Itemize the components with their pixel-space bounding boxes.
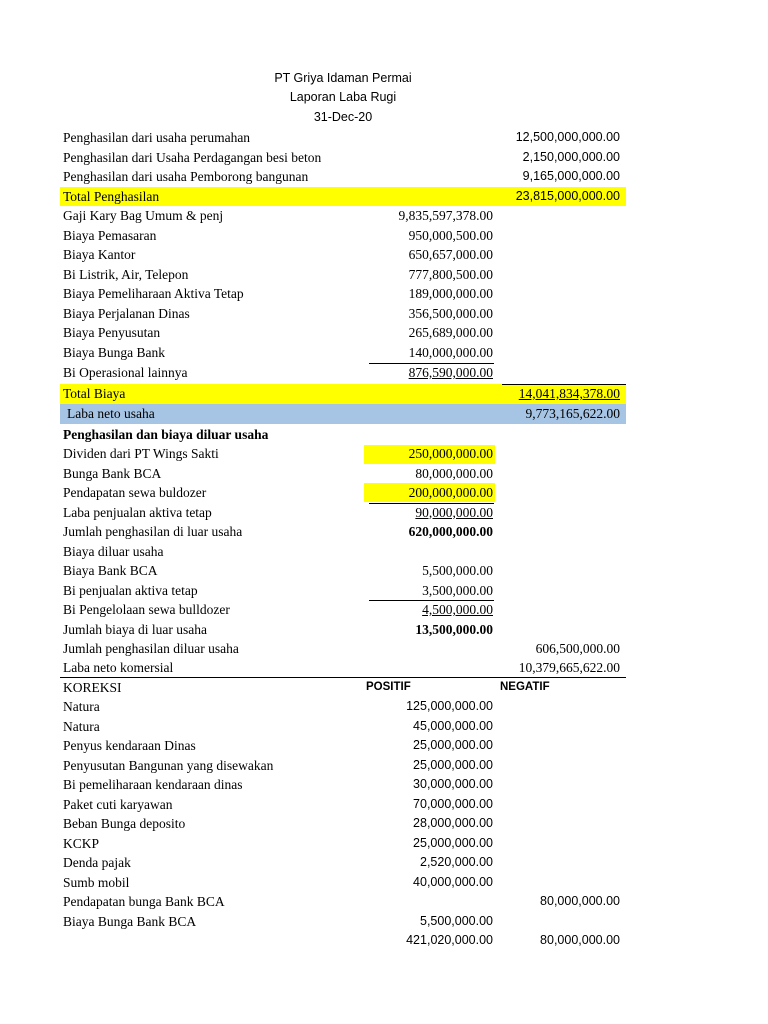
total-positive: 421,020,000.00 — [406, 933, 493, 947]
row-label: Biaya Bunga Bank BCA — [63, 913, 197, 929]
row-label: Gaji Kary Bag Umum & penj — [63, 208, 224, 223]
outside-cost-row — [60, 581, 626, 601]
row-label: Denda pajak — [63, 855, 131, 870]
row-amount: 356,500,000.00 — [408, 305, 493, 321]
row-label: Biaya Bunga Bank — [63, 344, 165, 360]
income-row — [60, 128, 626, 148]
total-income-row — [60, 187, 626, 207]
expense-row — [60, 245, 626, 265]
row-positive: 28,000,000.00 — [413, 816, 493, 830]
row-positive: 30,000,000.00 — [413, 777, 493, 791]
expense-row — [60, 206, 626, 226]
row-amount: 140,000,000.00 — [408, 344, 493, 360]
correction-row — [60, 814, 626, 834]
net-outside-row — [60, 639, 626, 659]
section-heading — [60, 425, 626, 445]
row-label: Penghasilan dari usaha Pemborong bangunan — [63, 169, 309, 184]
expense-row — [60, 343, 626, 363]
row-label: Penyusutan Bangunan yang disewakan — [63, 757, 274, 773]
row-amount: 3,500,000.00 — [422, 582, 493, 598]
report-title: Laporan Laba Rugi — [289, 90, 397, 104]
row-label: Jumlah penghasilan diluar usaha — [63, 641, 239, 656]
row-total: 2,150,000,000.00 — [522, 149, 620, 164]
row-label: Penghasilan dan biaya diluar usaha — [63, 427, 269, 442]
row-amount: 90,000,000.00 — [415, 504, 493, 520]
row-amount: 950,000,500.00 — [408, 227, 493, 243]
row-label: Bi Operasional lainnya — [63, 365, 188, 380]
row-label: Jumlah biaya di luar usaha — [63, 621, 207, 637]
row-total: 14,041,834,378.00 — [518, 386, 620, 401]
correction-row — [60, 873, 626, 893]
expense-row — [60, 226, 626, 246]
row-amount: 777,800,500.00 — [408, 266, 493, 282]
row-negative: 80,000,000.00 — [540, 894, 620, 908]
row-amount: 200,000,000.00 — [408, 485, 493, 500]
row-label: Biaya Kantor — [63, 247, 136, 262]
report-date: 31-Dec-20 — [313, 110, 373, 124]
row-label: Bunga Bank BCA — [63, 465, 162, 481]
expense-row — [60, 363, 626, 383]
row-positive: 5,500,000.00 — [420, 913, 493, 928]
total-cost-row — [60, 384, 626, 404]
outside-cost-total-row — [60, 620, 626, 640]
row-label: Natura — [63, 699, 100, 714]
row-positive: 2,520,000.00 — [420, 855, 493, 869]
row-label: Biaya Pemeliharaan Aktiva Tetap — [63, 286, 244, 301]
outside-cost-row — [60, 600, 626, 620]
row-label: Laba neto usaha — [67, 406, 155, 421]
row-label: Biaya Perjalanan Dinas — [63, 305, 190, 321]
row-total: 606,500,000.00 — [535, 641, 620, 656]
row-total: 12,500,000,000.00 — [515, 130, 620, 144]
outside-income-row — [60, 464, 626, 484]
correction-row — [60, 736, 626, 756]
net-operating-row — [60, 404, 626, 424]
correction-row — [60, 892, 626, 912]
correction-heading: KOREKSI — [63, 680, 122, 695]
row-total: 9,773,165,622.00 — [525, 406, 620, 421]
company-name: PT Griya Idaman Permai — [274, 71, 412, 85]
expense-row — [60, 304, 626, 324]
correction-total-row — [60, 931, 626, 951]
section-heading — [60, 542, 626, 562]
row-label: Bi pemeliharaan kendaraan dinas — [63, 777, 243, 792]
row-positive: 45,000,000.00 — [413, 718, 493, 733]
expense-row — [60, 265, 626, 285]
row-label: Pendapatan sewa buldozer — [63, 485, 207, 500]
row-positive: 125,000,000.00 — [406, 699, 493, 713]
outside-income-total-row — [60, 522, 626, 542]
row-amount: 5,500,000.00 — [422, 563, 493, 578]
row-label: Biaya diluar usaha — [63, 543, 164, 559]
row-label: Pendapatan bunga Bank BCA — [63, 894, 225, 909]
col-negative-header: NEGATIF — [500, 681, 550, 693]
row-amount: 13,500,000.00 — [415, 621, 493, 637]
row-positive: 70,000,000.00 — [413, 796, 493, 811]
row-total: 10,379,665,622.00 — [518, 660, 620, 675]
row-label: Sumb mobil — [63, 874, 130, 890]
row-label: Biaya Pemasaran — [63, 227, 157, 243]
correction-row — [60, 853, 626, 873]
row-label: Beban Bunga deposito — [63, 816, 186, 831]
expense-row — [60, 284, 626, 304]
row-label: KCKP — [63, 835, 100, 851]
correction-row — [60, 756, 626, 776]
row-label: Dividen dari PT Wings Sakti — [63, 446, 219, 461]
row-label: Total Penghasilan — [63, 188, 160, 204]
expense-row — [60, 323, 626, 343]
row-amount: 876,590,000.00 — [408, 365, 493, 380]
row-label: Penghasilan dari Usaha Perdagangan besi beton — [63, 149, 322, 165]
income-row — [60, 148, 626, 168]
row-amount: 620,000,000.00 — [408, 524, 493, 539]
row-total: 9,165,000,000.00 — [522, 169, 620, 183]
outside-income-row — [60, 483, 626, 503]
row-label: Bi Listrik, Air, Telepon — [63, 266, 189, 282]
correction-row — [60, 834, 626, 854]
col-positive-header: POSITIF — [366, 681, 411, 693]
row-label: Penghasilan dari usaha perumahan — [63, 130, 251, 145]
row-label: Biaya Bank BCA — [63, 563, 158, 578]
row-amount: 9,835,597,378.00 — [398, 208, 493, 223]
net-commercial-row — [60, 658, 626, 678]
row-label: Jumlah penghasilan di luar usaha — [63, 524, 243, 539]
outside-income-row — [60, 503, 626, 523]
outside-cost-row — [60, 561, 626, 581]
row-amount: 189,000,000.00 — [408, 286, 493, 301]
row-positive: 40,000,000.00 — [413, 874, 493, 889]
row-positive: 25,000,000.00 — [413, 835, 493, 850]
row-amount: 4,500,000.00 — [422, 602, 493, 617]
row-label: Penyus kendaraan Dinas — [63, 738, 196, 753]
row-label: Bi Pengelolaan sewa bulldozer — [63, 602, 230, 617]
row-total: 23,815,000,000.00 — [515, 188, 620, 203]
total-negative: 80,000,000.00 — [540, 933, 620, 947]
row-label: Paket cuti karyawan — [63, 796, 173, 812]
correction-row — [60, 717, 626, 737]
row-amount: 650,657,000.00 — [408, 247, 493, 262]
correction-row — [60, 775, 626, 795]
row-positive: 25,000,000.00 — [413, 738, 493, 752]
income-row — [60, 167, 626, 187]
correction-row — [60, 795, 626, 815]
row-label: Laba neto komersial — [63, 660, 174, 675]
row-label: Biaya Penyusutan — [63, 325, 161, 340]
row-positive: 25,000,000.00 — [413, 757, 493, 772]
row-amount: 265,689,000.00 — [408, 325, 493, 340]
correction-row — [60, 697, 626, 717]
outside-income-row — [60, 444, 626, 464]
row-amount: 250,000,000.00 — [408, 446, 493, 461]
row-label: Laba penjualan aktiva tetap — [63, 504, 212, 520]
row-label: Natura — [63, 718, 100, 734]
subtotal-rule — [502, 384, 626, 385]
row-label: Bi penjualan aktiva tetap — [63, 582, 198, 598]
correction-row — [60, 912, 626, 932]
row-label: Total Biaya — [63, 386, 126, 401]
row-amount: 80,000,000.00 — [415, 465, 493, 481]
